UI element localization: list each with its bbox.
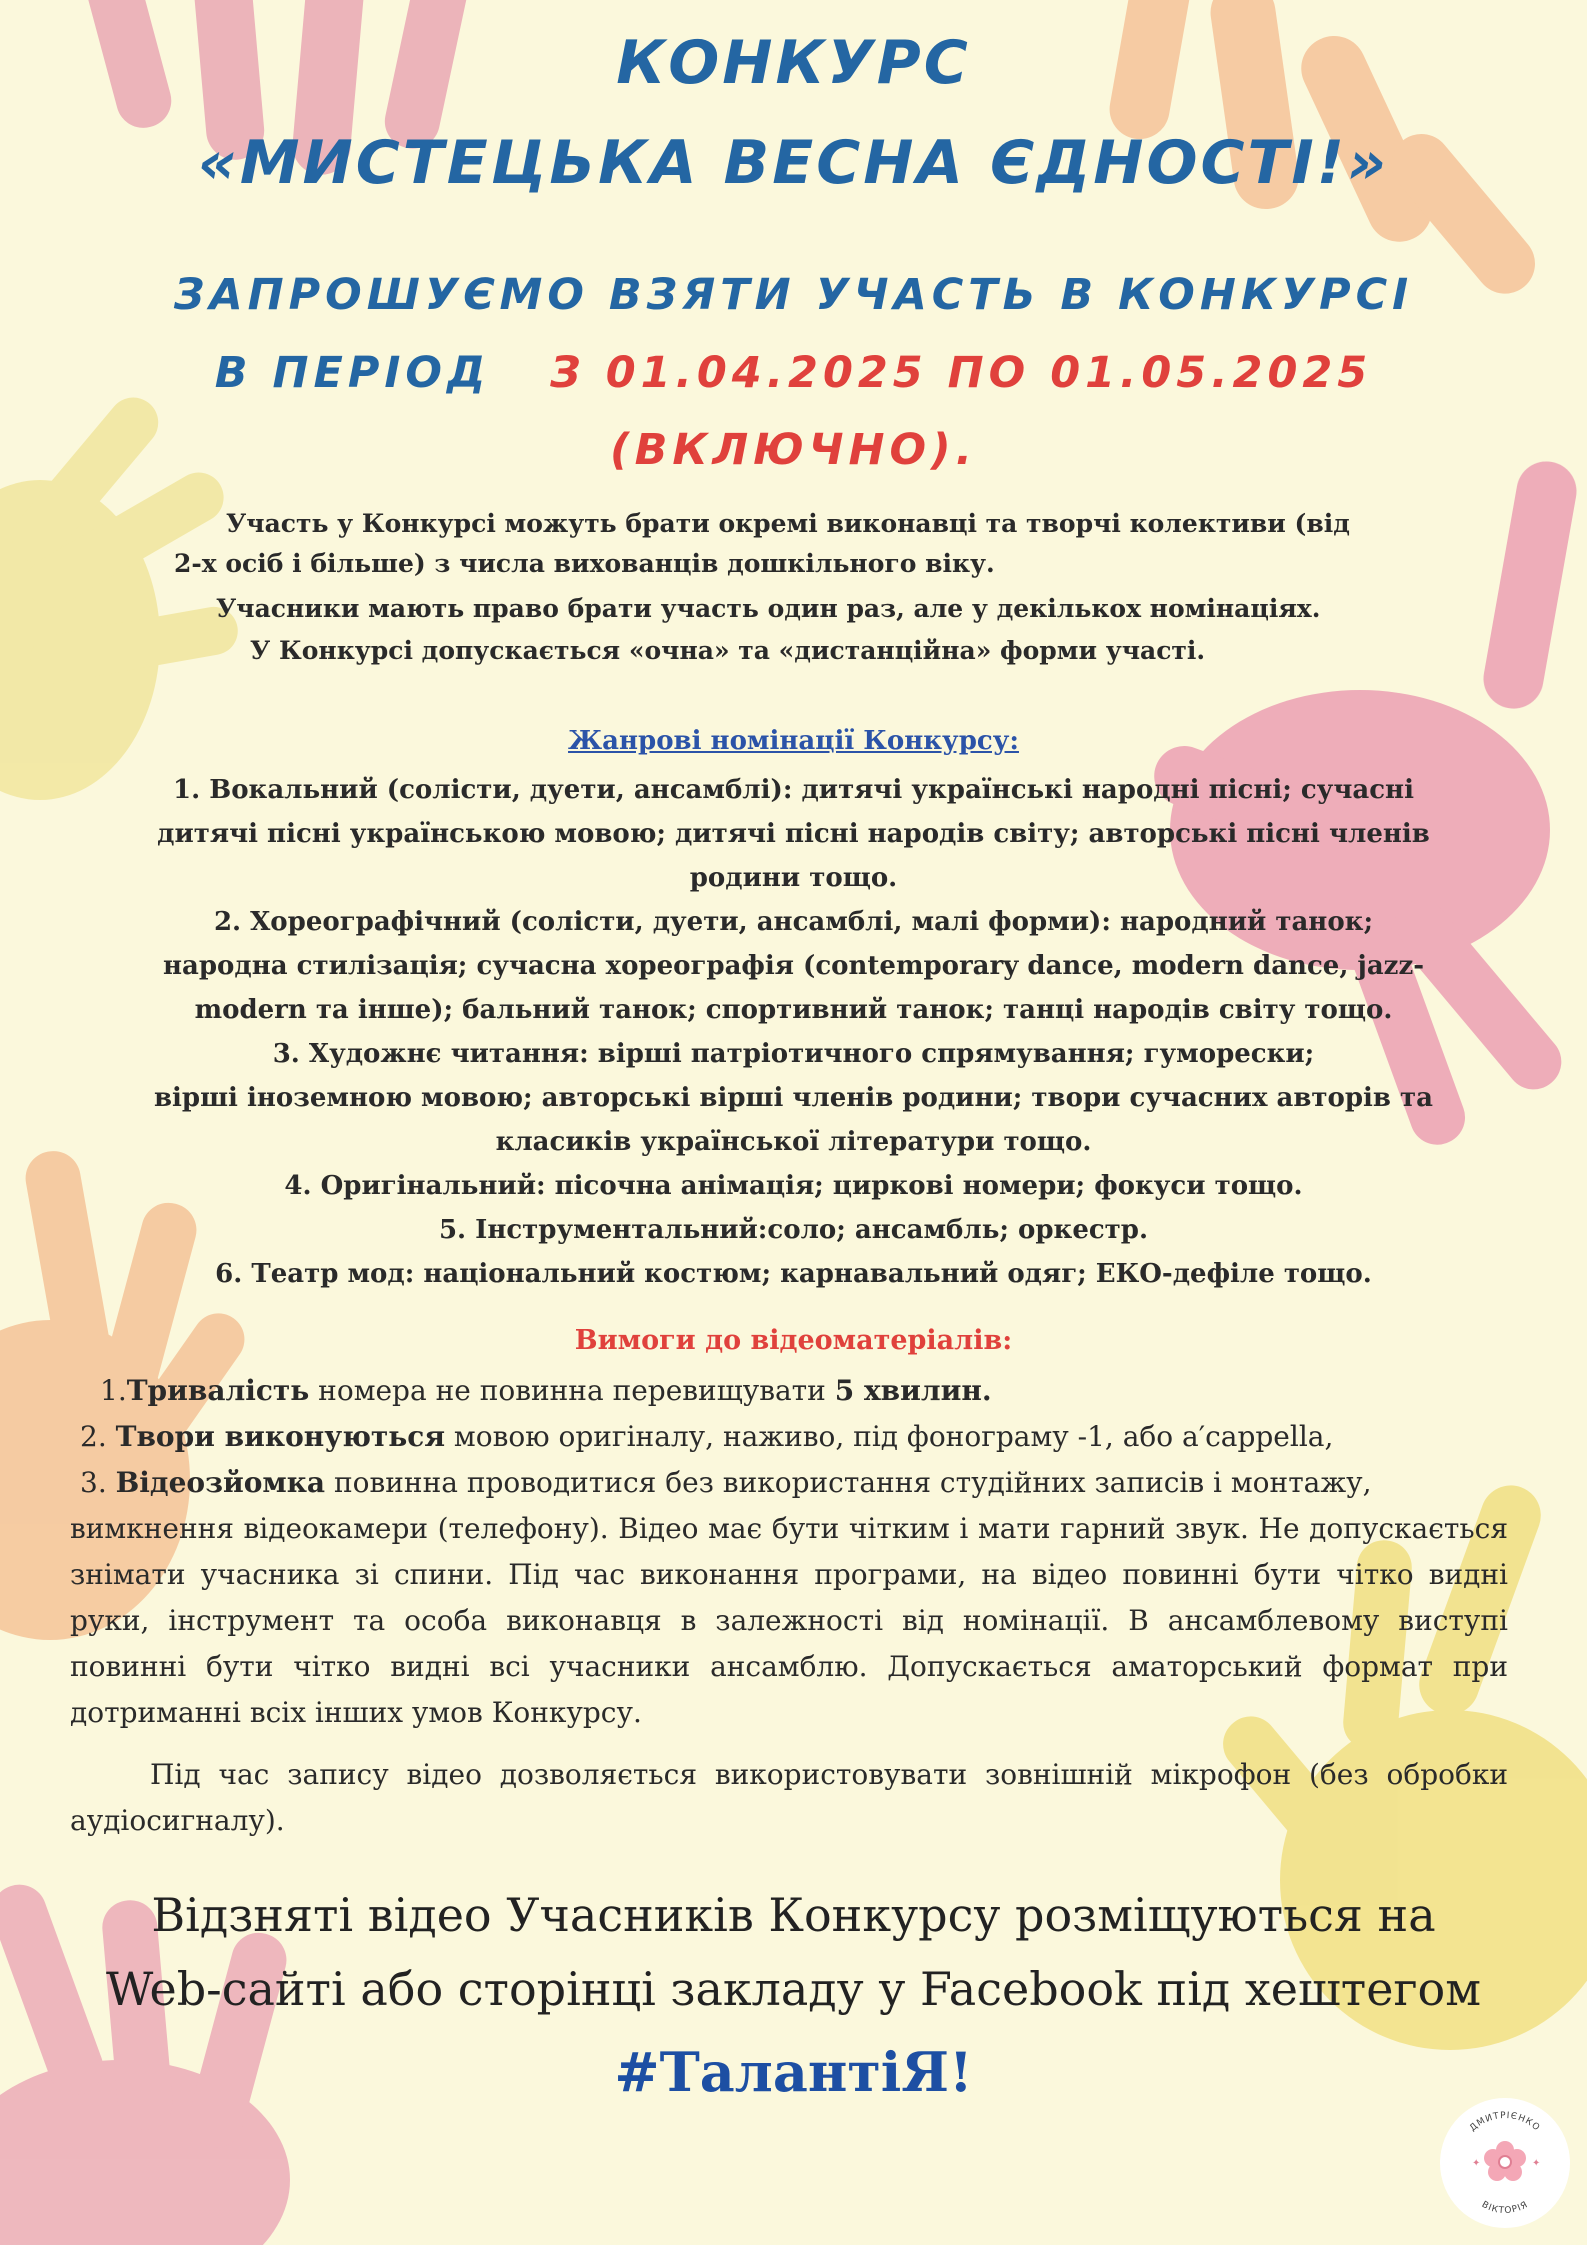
genre-line: народна стилізація; сучасна хореографія (contemporary dance, modern dance, jazz- <box>162 951 1424 981</box>
period-dates: З 01.04.2025 ПО 01.05.2025 <box>550 348 1373 398</box>
svg-text:✦: ✦ <box>1532 2158 1541 2169</box>
logo-top-text: ДМИТРІЄНКО <box>1468 2110 1542 2134</box>
genre-line: класиків української літератури тощо. <box>495 1127 1092 1157</box>
genres-heading: Жанрові номінації Конкурсу: <box>568 726 1019 756</box>
genre-line: 2. Хореографічний (солісти, дуети, ансамблі, малі форми): народний танок; <box>213 907 1374 937</box>
requirement-number: 3. <box>80 1466 107 1499</box>
intro-paragraph-3: У Конкурсі допускається «очна» та «дистанційна» форми участі. <box>250 636 1206 665</box>
footer-line-1: Відзняті відео Учасників Конкурсу розміщуються на <box>151 1888 1436 1942</box>
requirement-keyword: Тривалість <box>126 1374 310 1407</box>
genre-line: 4. Оригінальний: пісочна анімація; циркові номери; фокуси тощо. <box>284 1171 1303 1201</box>
duration-limit: 5 хвилин. <box>834 1374 992 1407</box>
requirement-keyword: Твори виконуються <box>115 1420 446 1453</box>
author-logo <box>1440 2098 1570 2228</box>
requirement-number: 1. <box>100 1374 127 1407</box>
genre-line: родини тощо. <box>689 863 898 893</box>
requirement-1: 1.Тривалість номера не повинна перевищувати 5 хвилин. <box>100 1374 992 1407</box>
logo-bottom-text: ВІКТОРІЯ <box>1479 2199 1531 2217</box>
invite-line: ЗАПРОШУЄМО ВЗЯТИ УЧАСТЬ В КОНКУРСІ <box>173 270 1414 320</box>
genre-line: вірші іноземною мовою; авторські вірші членів родини; твори сучасних авторів та <box>153 1083 1433 1113</box>
contest-title: «МИСТЕЦЬКА ВЕСНА ЄДНОСТІ!» <box>197 128 1390 198</box>
microphone-note: Під час запису відео дозволяється використовувати зовнішній мікрофон (без обробки аудіосигналу). <box>70 1758 1508 1837</box>
intro-paragraph-2: Учасники мають право брати участь один раз, але у декількох номінаціях. <box>216 594 1321 623</box>
requirement-3: 3. Відеозйомка повинна проводитися без використання студійних записів і монтажу, <box>80 1466 1372 1499</box>
hashtag: #ТалантіЯ! <box>614 2040 973 2104</box>
requirement-number: 2. <box>80 1420 107 1453</box>
period-prefix: В ПЕРІОД <box>214 348 491 398</box>
svg-text:✦: ✦ <box>1472 2158 1481 2169</box>
requirement-3-details: вимкнення відеокамери (телефону). Відео має бути чітким і мати гарний звук. Не допускається знімати учасника зі спини. Під час виконання програми, на відео повинні бути чітко видні руки, інструмент та особа виконавця в залежності від номінації. В ансамблевому виступі повинні бути чітко видні всі учасники ансамблю. Допускається аматорський формат при дотриманні всіх інших умов Конкурсу. <box>70 1512 1508 1729</box>
footer-line-2: Web-сайті або сторінці закладу у Facebook під хештегом <box>105 1962 1482 2016</box>
svg-text:ВІКТОРІЯ <box>1480 2200 1530 2216</box>
genre-line: дитячі пісні українською мовою; дитячі пісні народів світу; авторські пісні членів <box>157 819 1430 849</box>
genre-line: modern та інше); бальний танок; спортивний танок; танці народів світу тощо. <box>194 995 1393 1025</box>
intro-paragraph-1a: Участь у Конкурсі можуть брати окремі виконавці та творчі колективи (від <box>226 509 1350 538</box>
svg-text:ДМИТРІЄНКО <box>1468 2111 1542 2134</box>
genre-line: 5. Інструментальний:соло; ансамбль; оркестр. <box>438 1215 1149 1245</box>
period-line <box>0 348 1587 398</box>
genre-line: 6. Театр мод: національний костюм; карнавальний одяг; ЕКО-дефіле тощо. <box>215 1259 1372 1289</box>
genre-line: 3. Художнє читання: вірші патріотичного спрямування; гуморески; <box>272 1039 1315 1069</box>
genre-line: 1. Вокальний (солісти, дуети, ансамблі): дитячі українські народні пісні; сучасні <box>173 775 1414 805</box>
intro-paragraph-1b: 2-х осіб і більше) з числа вихованців дошкільного віку. <box>174 549 995 578</box>
requirements-heading: Вимоги до відеоматеріалів: <box>574 1325 1013 1356</box>
inclusive-note: (ВКЛЮЧНО). <box>609 425 978 475</box>
requirement-2: 2. Твори виконуються мовою оригіналу, наживо, під фонограму -1, або a′cappella, <box>80 1420 1334 1453</box>
contest-label: КОНКУРС <box>616 28 971 98</box>
requirement-keyword: Відеозйомка <box>115 1466 326 1499</box>
